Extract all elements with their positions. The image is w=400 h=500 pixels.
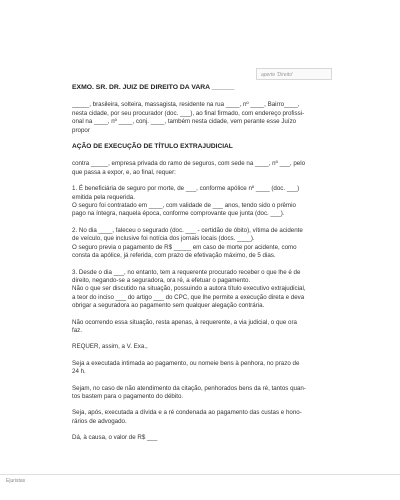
text-line: 2. No dia ____, faleceu o segurado (doc. ___ - certidão de óbito), vítima de acidente	[72, 226, 303, 234]
text-line: consta da apólice, já referida, com prazo de efetivação máximo, de 5 dias.	[72, 252, 276, 260]
text-line: a teor do inciso ___ do artigo ___ do CPC, que lhe permite a execução direta e deva	[72, 293, 305, 301]
text-line: Sejam, no caso de não atendimento da citação, penhorados bens da ré, tantos quan-	[72, 384, 306, 392]
search-hint[interactable]: aperte 'Direito'	[256, 68, 332, 80]
closing-paragraph	[72, 319, 336, 336]
item-2-paragraph	[72, 227, 336, 261]
text-line: contra _____, empresa privada do ramo de seguros, com sede na ____, nº ___, pelo	[72, 160, 306, 168]
text-line: obrigar a seguradora ao pagamento sem qualquer alegação contrária.	[72, 302, 265, 310]
text-line: _____, brasileira, solteira, massagista, residente na rua ____, nº ____, Bairro____,	[72, 101, 300, 109]
text-line: nesta cidade, por seu procurador (doc. ___), ao final firmado, com endereço profissi-	[72, 109, 305, 117]
text-line: direito, negando-se a seguradora, ora ré, a efetuar o pagamento.	[72, 276, 251, 284]
against-paragraph	[72, 160, 336, 177]
text-line: 1. É beneficiária de seguro por morte, de ___, conforme apólice nº ____ (doc. ___)	[72, 185, 300, 193]
text-line: propor	[72, 126, 90, 134]
item-1-paragraph	[72, 185, 336, 219]
text-line: emitida pela requerida.	[72, 193, 135, 201]
text-line: Não o que ser discutido na situação, possuindo a autora título executivo extrajudicial,	[72, 285, 306, 293]
document-heading: EXMO. SR. DR. JUIZ DE DIREITO DA VARA ______	[72, 84, 235, 91]
text-line: que passa a expor, e, ao final, requer:	[72, 168, 176, 176]
text-line: pago na íntegra, naquela época, conforme comprovante que junta (doc. ___).	[72, 210, 285, 218]
text-line: 24 h.	[72, 368, 86, 376]
text-line: Seja a executada intimada ao pagamento, ou nomeie bens à penhora, no prazo de	[72, 359, 300, 367]
text-line: tos bastem para o pagamento do débito.	[72, 392, 184, 400]
footer-label: Ejuristas	[6, 478, 26, 484]
value-line: Dá, à causa, o valor de R$ ___	[72, 434, 158, 442]
section-title: AÇÃO DE EXECUÇÃO DE TÍTULO EXTRAJUDICIAL	[72, 143, 233, 151]
document-page	[72, 84, 336, 451]
item-3-paragraph	[72, 269, 336, 311]
top-bar	[0, 0, 400, 60]
text-line: onal na ____, nº ____, conj. ____, também nesta cidade, vem perante esse Juízo	[72, 118, 297, 126]
footer-divider	[0, 474, 400, 475]
text-line: Não ocorrendo essa situação, resta apenas, à requerente, a via judicial, o que ora	[72, 318, 297, 326]
text-line: O seguro foi contratado em ____, com validade de ___ anos, tendo sido o prêmio	[72, 202, 296, 210]
request-1-paragraph	[72, 360, 336, 377]
text-line: rários de advogado.	[72, 417, 127, 425]
text-line: 3. Desde o dia ___, no entanto, tem a requerente procurado receber o que lhe é de	[72, 268, 301, 276]
intro-paragraph	[72, 101, 336, 135]
request-line: REQUER, assim, a V. Exa.,	[72, 343, 148, 351]
text-line: de veículo, que inclusive foi notícia dos jornais locais (docs. ____).	[72, 235, 255, 243]
text-line: O seguro previa o pagamento de R$ _____ em caso de morte por acidente, como	[72, 243, 297, 251]
text-line: faz.	[72, 326, 82, 334]
request-3-paragraph	[72, 409, 336, 426]
request-2-paragraph	[72, 385, 336, 402]
text-line: Seja, após, executada a dívida e a ré condenada ao pagamento das custas e hono-	[72, 409, 302, 417]
